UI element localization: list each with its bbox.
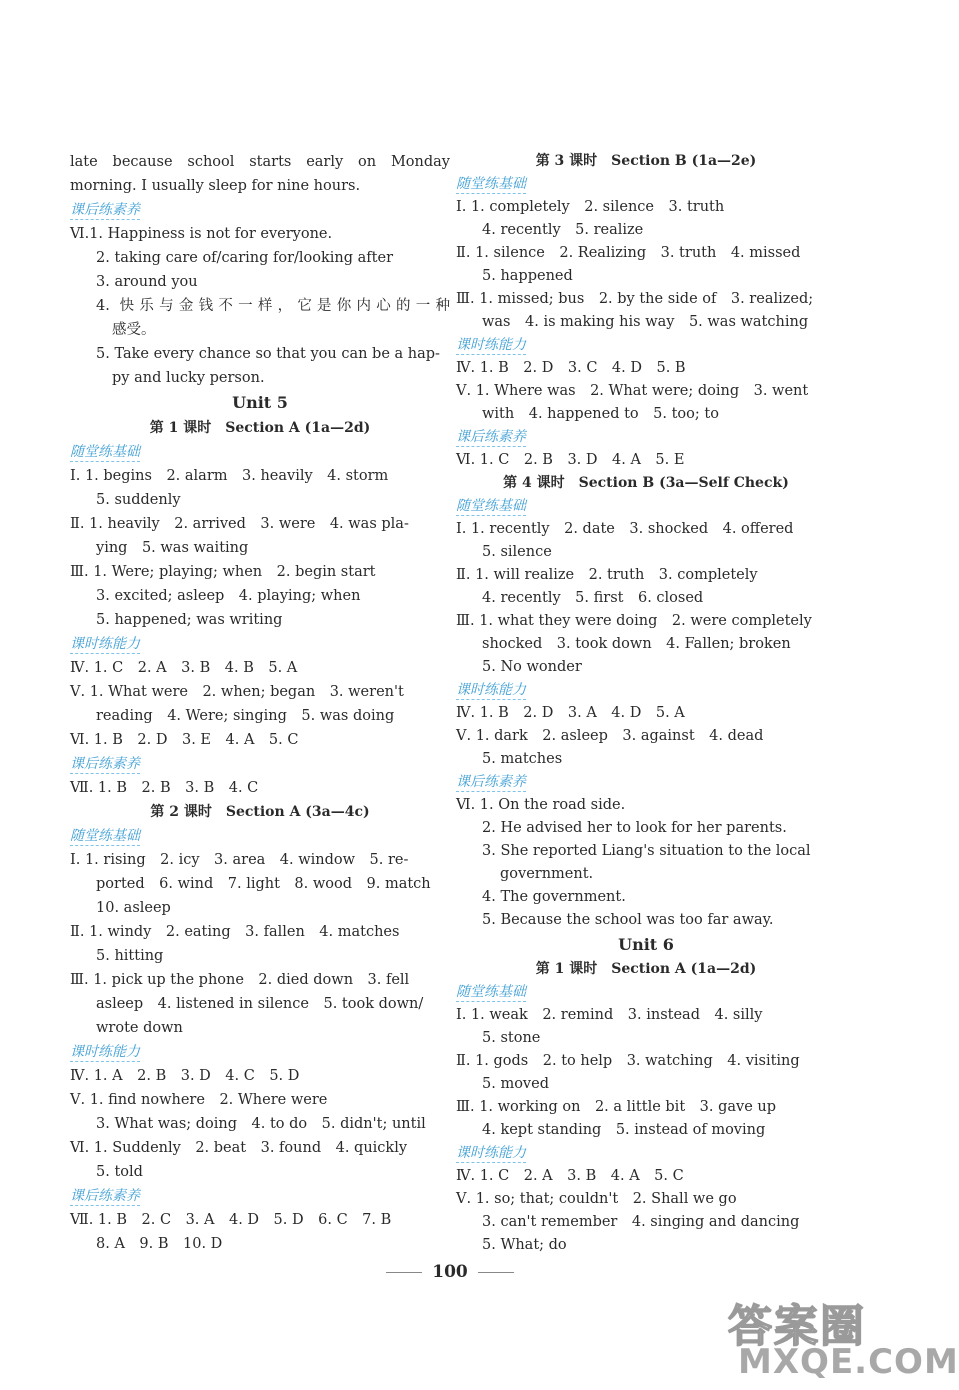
answer-line: Ⅲ. 1. what they were doing 2. were completely <box>456 613 812 629</box>
answer-line: Ⅰ. 1. begins 2. alarm 3. heavily 4. storm <box>70 468 389 484</box>
answer-line: Ⅵ. 1. B 2. D 3. E 4. A 5. C <box>70 732 299 748</box>
answer-line: 4. The government. <box>482 889 626 905</box>
answer-line: Ⅵ. 1. Suddenly 2. beat 3. found 4. quickly <box>70 1140 408 1156</box>
section-label: 随堂练基础 <box>70 444 140 460</box>
answer-line: Ⅱ. 1. windy 2. eating 3. fallen 4. matches <box>70 924 400 940</box>
answer-line: late because school starts early on Monday <box>70 154 450 170</box>
section-label: 随堂练基础 <box>456 176 526 192</box>
left-column <box>70 150 450 1256</box>
answer-line: 5. silence <box>482 544 552 560</box>
section-label: 课后练素养 <box>456 429 526 445</box>
answer-line: 5. happened <box>482 268 573 284</box>
answer-line: Ⅴ. 1. Where was 2. What were; doing 3. went <box>456 383 809 399</box>
answer-line: 5. moved <box>482 1076 549 1092</box>
section-label: 课时练能力 <box>70 636 140 652</box>
answer-line: 5. hitting <box>96 948 164 964</box>
section-label: 课后练素养 <box>70 1188 140 1204</box>
answer-line: 3. She reported Liang's situation to the local <box>482 843 811 859</box>
right-column <box>456 150 836 1257</box>
lesson-heading: 第 3 课时 Section B (1a—2e) <box>535 153 757 169</box>
answer-line: 5. Take every chance so that you can be a hap- <box>96 346 440 362</box>
answer-line: Ⅵ. 1. On the road side. <box>456 797 626 813</box>
answer-line: py and lucky person. <box>112 370 265 386</box>
answer-line: Ⅱ. 1. gods 2. to help 3. watching 4. visiting <box>456 1053 800 1069</box>
lesson-heading: 第 2 课时 Section A (3a—4c) <box>150 804 370 820</box>
answer-line: Ⅳ. 1. C 2. A 3. B 4. B 5. A <box>70 660 298 676</box>
answer-line: Ⅲ. 1. pick up the phone 2. died down 3. fell <box>70 972 410 988</box>
watermark-logo <box>710 1290 959 1385</box>
answer-line: 2. taking care of/caring for/looking after <box>96 250 394 266</box>
section-label: 随堂练基础 <box>456 984 526 1000</box>
answer-line: Ⅱ. 1. will realize 2. truth 3. completely <box>456 567 758 583</box>
lesson-heading: 第 1 课时 Section A (1a—2d) <box>149 420 371 436</box>
answer-line: 8. A 9. B 10. D <box>96 1236 223 1252</box>
answer-line: Ⅴ. 1. so; that; couldn't 2. Shall we go <box>456 1191 737 1207</box>
answer-line: Ⅰ. 1. completely 2. silence 3. truth <box>456 199 725 215</box>
answer-line: 5. Because the school was too far away. <box>482 912 774 928</box>
unit-heading: Unit 6 <box>618 935 674 954</box>
section-label: 课后练素养 <box>70 202 140 218</box>
answer-line: 10. asleep <box>96 900 171 916</box>
section-label: 课时练能力 <box>70 1044 140 1060</box>
answer-line: asleep 4. listened in silence 5. took down/ <box>96 996 424 1012</box>
answer-line: 3. around you <box>96 274 198 290</box>
answer-line: Ⅵ.1. Happiness is not for everyone. <box>70 226 333 242</box>
answer-line: Ⅲ. 1. Were; playing; when 2. begin start <box>70 564 376 580</box>
answer-line: ported 6. wind 7. light 8. wood 9. match <box>96 876 431 892</box>
answer-line: reading 4. Were; singing 5. was doing <box>96 708 395 724</box>
section-label: 课时练能力 <box>456 1145 526 1161</box>
answer-line: Ⅰ. 1. rising 2. icy 3. area 4. window 5. re- <box>70 852 409 868</box>
answer-line: Ⅰ. 1. recently 2. date 3. shocked 4. offered <box>456 521 794 537</box>
answer-line: Ⅴ. 1. dark 2. asleep 3. against 4. dead <box>456 728 764 744</box>
answer-line: 感受。 <box>112 322 156 338</box>
section-label: 课后练素养 <box>456 774 526 790</box>
answer-line: 4. 快乐与金钱不一样，它是你内心的一种 <box>96 298 450 314</box>
answer-line: Ⅱ. 1. silence 2. Realizing 3. truth 4. missed <box>456 245 801 261</box>
page-number-dash-left <box>386 1272 422 1273</box>
answer-line: with 4. happened to 5. too; to <box>482 406 719 422</box>
answer-line: 5. matches <box>482 751 563 767</box>
answer-line: 4. recently 5. realize <box>482 222 644 238</box>
answer-line: Ⅱ. 1. heavily 2. arrived 3. were 4. was pla- <box>70 516 409 532</box>
answer-line: 5. What; do <box>482 1237 567 1253</box>
answer-line: Ⅴ. 1. What were 2. when; began 3. weren't <box>70 684 404 700</box>
section-label: 随堂练基础 <box>70 828 140 844</box>
answer-line: Ⅲ. 1. missed; bus 2. by the side of 3. realized; <box>456 291 814 307</box>
answer-line: 4. recently 5. first 6. closed <box>482 590 704 606</box>
answer-line: government. <box>500 866 594 882</box>
answer-line: was 4. is making his way 5. was watching <box>482 314 809 330</box>
section-label: 课后练素养 <box>70 756 140 772</box>
answer-line: 5. told <box>96 1164 143 1180</box>
unit-heading: Unit 5 <box>232 393 288 412</box>
answer-line: Ⅵ. 1. C 2. B 3. D 4. A 5. E <box>456 452 685 468</box>
section-label: 课时练能力 <box>456 682 526 698</box>
answer-line: 5. No wonder <box>482 659 582 675</box>
answer-line: 5. stone <box>482 1030 541 1046</box>
answer-line: Ⅳ. 1. B 2. D 3. A 4. D 5. A <box>456 705 685 721</box>
answer-line: Ⅳ. 1. C 2. A 3. B 4. A 5. C <box>456 1168 684 1184</box>
answer-line: Ⅴ. 1. find nowhere 2. Where were <box>70 1092 328 1108</box>
section-label: 课时练能力 <box>456 337 526 353</box>
answer-line: 3. can't remember 4. singing and dancing <box>482 1214 800 1230</box>
answer-line: 3. What was; doing 4. to do 5. didn't; until <box>96 1116 426 1132</box>
answer-line: Ⅶ. 1. B 2. B 3. B 4. C <box>70 780 259 796</box>
answer-line: 2. He advised her to look for her parents. <box>482 820 787 836</box>
answer-line: 4. kept standing 5. instead of moving <box>482 1122 766 1138</box>
answer-line: 3. excited; asleep 4. playing; when <box>96 588 361 604</box>
answer-line: shocked 3. took down 4. Fallen; broken <box>482 636 791 652</box>
lesson-heading: 第 1 课时 Section A (1a—2d) <box>535 961 757 977</box>
answer-line: Ⅰ. 1. weak 2. remind 3. instead 4. silly <box>456 1007 763 1023</box>
page-number-dash-right <box>478 1272 514 1273</box>
answer-line: ying 5. was waiting <box>96 540 249 556</box>
answer-line: 5. happened; was writing <box>96 612 283 628</box>
answer-line: Ⅲ. 1. working on 2. a little bit 3. gave up <box>456 1099 777 1115</box>
answer-line: wrote down <box>96 1020 183 1036</box>
answer-line: Ⅳ. 1. A 2. B 3. D 4. C 5. D <box>70 1068 300 1084</box>
watermark-title: 答案圈 <box>728 1301 866 1352</box>
answer-line: 5. suddenly <box>96 492 181 508</box>
section-label: 随堂练基础 <box>456 498 526 514</box>
answer-line: Ⅶ. 1. B 2. C 3. A 4. D 5. D 6. C 7. B <box>70 1212 392 1228</box>
answer-line: Ⅳ. 1. B 2. D 3. C 4. D 5. B <box>456 360 686 376</box>
lesson-heading: 第 4 课时 Section B (3a—Self Check) <box>503 475 789 491</box>
watermark-url: MXQE.COM <box>738 1342 959 1382</box>
answer-line: morning. I usually sleep for nine hours. <box>70 178 361 194</box>
page-number: 100 <box>0 1262 900 1282</box>
